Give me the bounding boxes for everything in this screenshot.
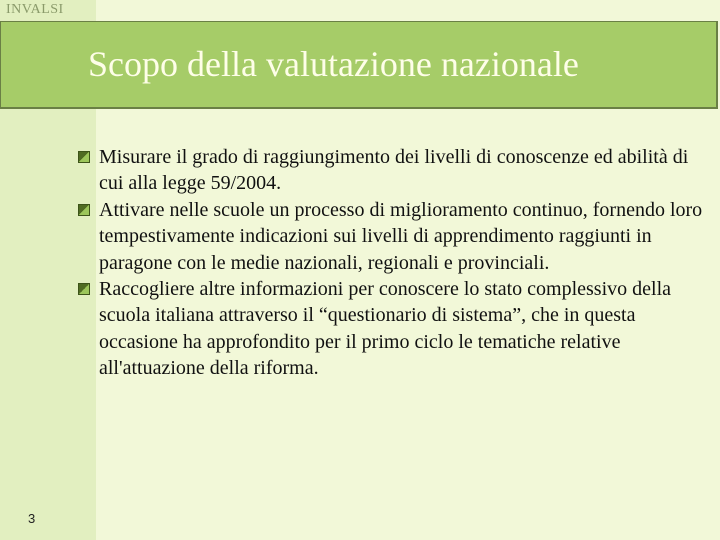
slide-title: Scopo della valutazione nazionale [88, 44, 579, 84]
bullet-item [78, 276, 708, 382]
square-bullet-icon [78, 204, 90, 216]
bullet-list [78, 144, 708, 382]
bullet-item [78, 197, 708, 276]
page-number: 3 [28, 511, 36, 526]
square-bullet-icon [78, 283, 90, 295]
bullet-text: Raccogliere altre informazioni per conoscere lo stato complessivo della scuola italiana attraverso il “questionario di sistema”, che in questa occasione ha approfondito per il primo ciclo le tematiche relative all'attuazione della riforma. [99, 278, 672, 380]
bullet-text: Misurare il grado di raggiungimento dei livelli di conoscenze ed abilità di cui alla legge 59/2004. [99, 146, 689, 195]
bullet-item [78, 144, 708, 197]
brand-logo-text: INVALSI [6, 2, 64, 17]
bullet-text: Attivare nelle scuole un processo di miglioramento continuo, fornendo loro tempestivamente indicazioni sui livelli di apprendimento raggiunti in paragone con le medie nazionali, regionali e provinciali. [99, 198, 703, 274]
square-bullet-icon [78, 151, 90, 163]
